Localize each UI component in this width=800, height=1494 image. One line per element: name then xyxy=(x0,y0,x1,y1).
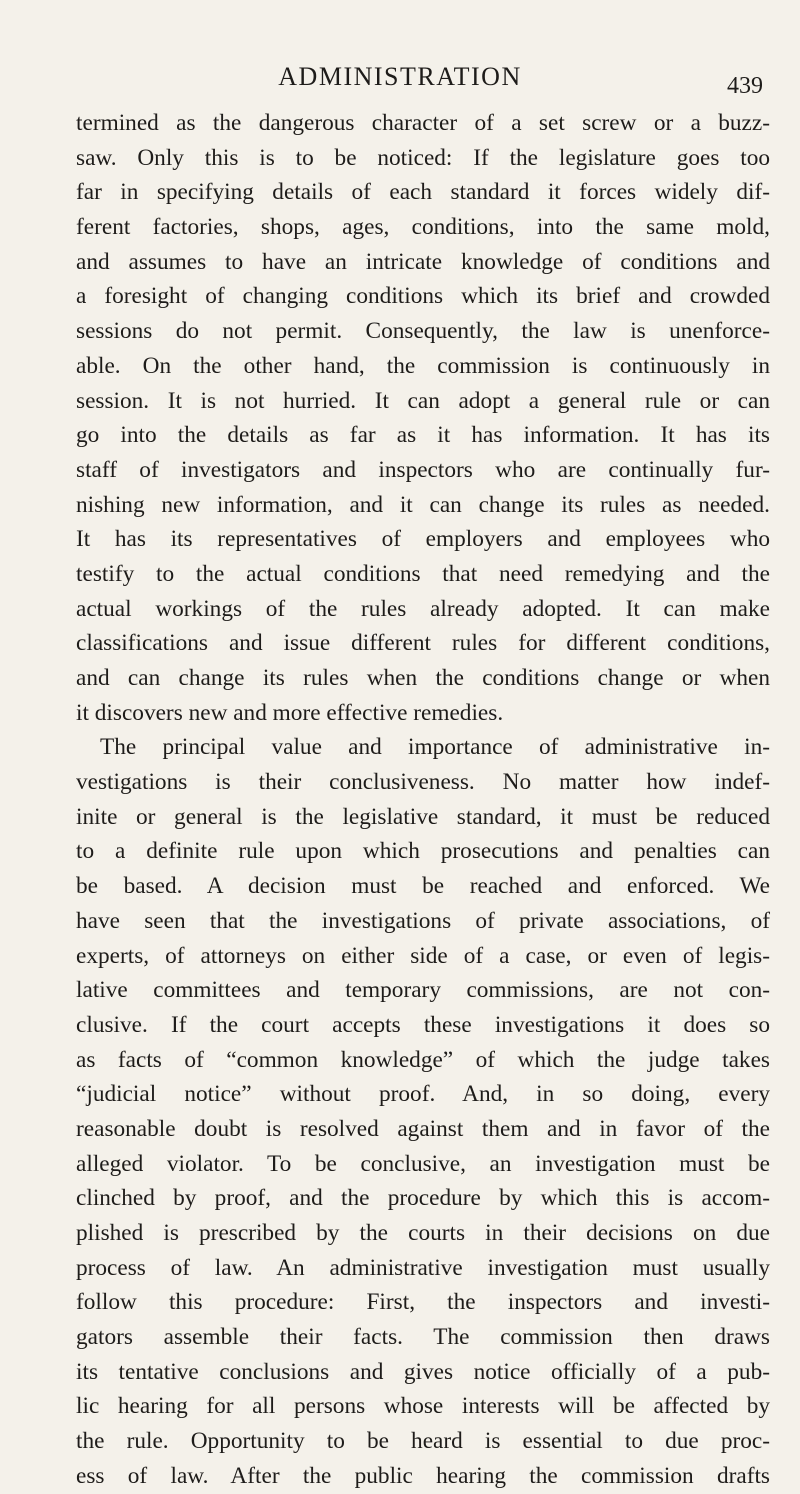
text-line: lative committees and temporary commissions, are not con- xyxy=(76,977,770,1004)
text-line: able. On the other hand, the commission is continuously in xyxy=(76,352,770,379)
text-line: plished is prescribed by the courts in their decisions on due xyxy=(76,1220,770,1246)
text-line: saw. Only this is to be noticed: If the legislature goes too xyxy=(76,144,770,171)
text-line: process of law. An administrative investigation must usually xyxy=(76,1254,770,1281)
text-line: the rule. Opportunity to be heard is essential to due proc- xyxy=(76,1428,770,1455)
text-line: to a definite rule upon which prosecutions and penalties can xyxy=(76,838,770,865)
text-line: The principal value and importance of administrative in- xyxy=(100,734,770,761)
text-line: inite or general is the legislative standard, it must be reduced xyxy=(76,803,770,830)
running-title: ADMINISTRATION xyxy=(278,62,522,91)
text-line: “judicial notice” without proof. And, in so doing, every xyxy=(76,1081,770,1108)
text-line: reasonable doubt is resolved against them and in favor of the xyxy=(76,1115,770,1142)
text-line: far in specifying details of each standard it forces widely dif- xyxy=(76,179,770,206)
text-line: ess of law. After the public hearing the commission drafts xyxy=(76,1462,770,1489)
text-line: alleged violator. To be conclusive, an investigation must be xyxy=(76,1150,770,1177)
text-line: testify to the actual conditions that need remedying and the xyxy=(76,560,770,587)
text-line: a foresight of changing conditions which its brief and crowded xyxy=(76,283,770,310)
text-line: vestigations is their conclusiveness. No matter how indef- xyxy=(76,769,770,796)
text-line: clusive. If the court accepts these investigations it does so xyxy=(76,1011,770,1038)
text-line: lic hearing for all persons whose interests will be affected by xyxy=(76,1393,770,1420)
text-line: termined as the dangerous character of a set screw or a buzz- xyxy=(76,110,770,136)
text-line: sessions do not permit. Consequently, the law is unenforce- xyxy=(76,318,770,345)
body-text xyxy=(76,106,770,1494)
text-line: experts, of attorneys on either side of a case, or even of legis- xyxy=(76,942,770,969)
text-line: go into the details as far as it has information. It has its xyxy=(76,422,770,449)
text-line: and assumes to have an intricate knowledge of conditions and xyxy=(76,248,770,275)
page-number: 439 xyxy=(727,73,763,99)
text-line: staff of investigators and inspectors who are continually fur- xyxy=(76,456,770,483)
text-line: as facts of “common knowledge” of which the judge takes xyxy=(76,1046,770,1073)
text-line: clinched by proof, and the procedure by which this is accom- xyxy=(76,1185,770,1212)
text-line: its tentative conclusions and gives notice officially of a pub- xyxy=(76,1358,770,1385)
text-line: and can change its rules when the conditions change or when xyxy=(76,665,770,691)
text-line: follow this procedure: First, the inspectors and investi- xyxy=(76,1289,770,1316)
text-line: It has its representatives of employers and employees who xyxy=(76,526,770,553)
text-line: session. It is not hurried. It can adopt a general rule or can xyxy=(76,387,770,414)
text-line: ferent factories, shops, ages, conditions, into the same mold, xyxy=(76,214,770,241)
text-line: actual workings of the rules already adopted. It can make xyxy=(76,595,770,622)
text-line: nishing new information, and it can change its rules as needed. xyxy=(76,491,770,518)
text-line: gators assemble their facts. The commission then draws xyxy=(76,1324,770,1351)
text-line: be based. A decision must be reached and enforced. We xyxy=(76,873,770,900)
text-line: classifications and issue different rules for different conditions, xyxy=(76,630,770,657)
text-line: it discovers new and more effective remedies. xyxy=(76,699,504,726)
text-line: have seen that the investigations of private associations, of xyxy=(76,907,770,934)
